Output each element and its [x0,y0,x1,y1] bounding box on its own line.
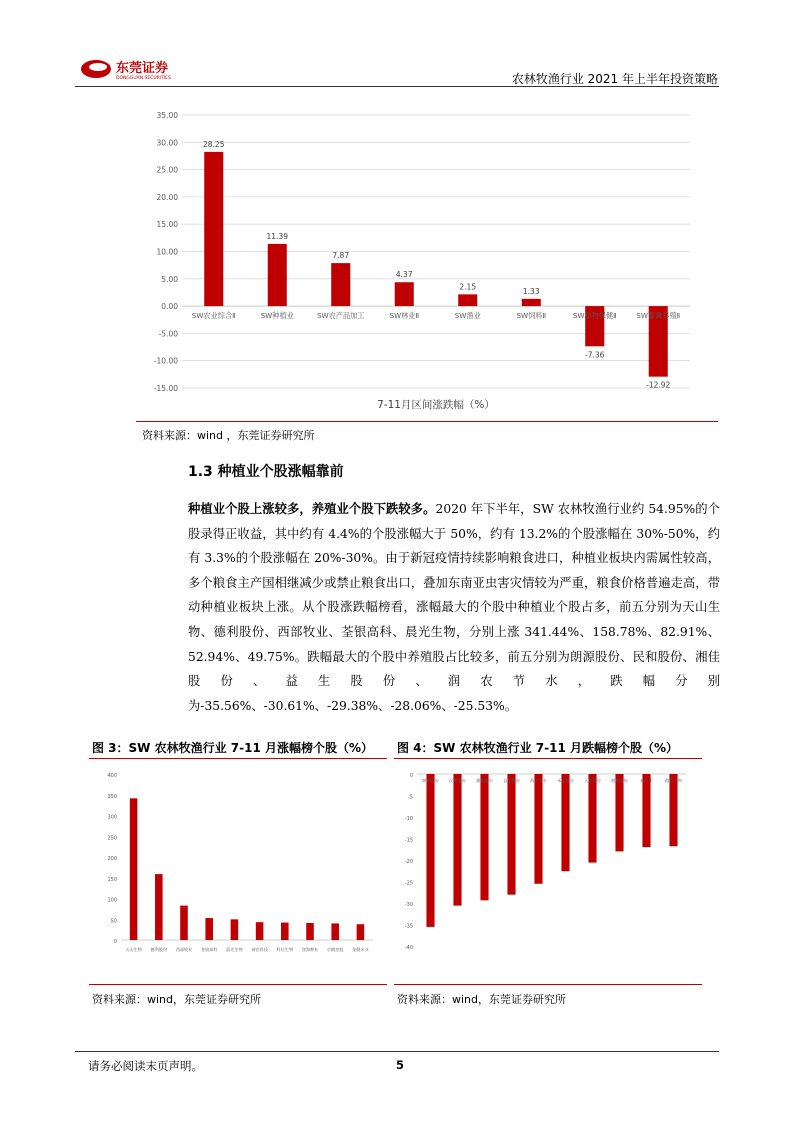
x-category-label: 益生股份 [503,778,520,783]
source-divider [136,421,718,422]
y-tick-label: 0 [409,773,413,779]
x-category-label: 西部牧业 [175,947,193,952]
data-label: -7.36 [585,350,605,360]
bar [453,774,461,906]
y-tick-label: 0.00 [161,302,178,312]
footer-note: 请务必阅读末页声明。 [88,1059,203,1073]
logo-icon [80,58,220,80]
x-category-label: 京粮控股 [326,947,344,952]
y-tick-label: -25 [404,880,413,887]
bar [231,919,239,940]
brand-sub: DONGGUAN SECURITIES [116,76,171,80]
y-tick-label: 25.00 [156,165,178,175]
bar [534,774,542,884]
bar [204,152,223,306]
x-category-label: 神农科技 [251,947,268,952]
data-label: 2.15 [459,282,477,292]
y-tick-label: -35 [404,923,413,930]
paragraph-lead: 种植业个股上涨较多，养殖业个股下跌较多。 [188,502,436,516]
body-paragraph [188,497,720,718]
data-label: 28.25 [203,139,225,149]
figure-4-divider [394,758,702,759]
company-logo [80,58,220,80]
y-tick-label: -20 [404,859,413,865]
bar [268,244,287,306]
y-tick-label: 200 [107,856,117,862]
x-category-label: 润农节水 [530,778,547,783]
bar [155,874,163,940]
y-tick-label: 30.00 [156,138,178,148]
x-category-label: 傲农生物 [665,778,682,783]
bar [256,922,264,940]
data-label: 7.87 [332,251,350,261]
y-tick-label: -10 [404,816,413,822]
figure-3-caption: 图 3：SW 农林牧渔行业 7-11 月涨幅榜个股（%） [92,741,373,755]
x-category-label: SW渔业 [454,311,481,321]
y-tick-label: 35.00 [156,111,178,120]
bar [130,798,138,940]
x-category-label: 登海种业 [301,947,319,952]
y-tick-label: 250 [107,835,117,842]
y-tick-label: 350 [107,793,117,800]
y-tick-label: -10.00 [153,356,178,366]
y-tick-label: -15.00 [153,384,178,393]
top-gainers-chart [95,764,385,960]
bar [426,774,434,927]
bar [507,774,515,895]
y-tick-label: -40 [404,945,413,951]
x-category-label: SW林业Ⅱ [389,311,420,321]
x-category-label: SW农产品加工 [316,311,365,321]
y-tick-label: 0 [113,939,117,945]
x-category-label: 金健米业 [352,947,369,952]
header-divider [75,86,719,87]
x-category-label: 科拉生物 [276,947,294,952]
figure-4-source: 资料来源：wind，东莞证券研究所 [397,993,567,1006]
bar [642,774,650,847]
bar [357,924,365,940]
data-label: 4.37 [395,270,413,280]
bar [522,299,541,306]
y-tick-label: 50 [110,918,117,925]
bar [669,774,677,846]
y-tick-label: -5 [408,794,413,801]
y-tick-label: 15.00 [156,220,178,230]
bar [180,906,188,940]
x-category-label: 德利股份 [150,947,168,952]
bar [588,774,596,863]
bar [458,294,477,306]
data-label: 1.33 [522,286,540,296]
x-category-label: 荃银高科 [200,947,218,952]
x-category-label: SW种植业 [260,311,294,321]
y-tick-label: 5.00 [161,274,178,284]
y-tick-label: 100 [107,897,117,904]
x-category-label: 晓鸣股份 [611,778,628,783]
figure-3-source: 资料来源：wind，东莞证券研究所 [92,993,262,1006]
figure-3-divider [89,758,387,759]
footer-divider [75,1051,719,1052]
bar [480,774,488,900]
x-category-label: 天邦股份 [584,778,601,783]
top-chart-source: 资料来源：wind ，东莞证券研究所 [142,429,315,442]
bar [395,282,414,306]
chart-title: 7-11月区间涨跌幅（%） [377,399,495,411]
x-category-label: 新五丰 [640,778,653,783]
y-tick-label: 20.00 [156,192,178,202]
y-tick-label: -30 [404,902,413,908]
bar [615,774,623,851]
page-number: 5 [396,1058,405,1072]
bar [561,774,569,871]
bar [306,923,314,940]
paragraph-body: 2020 年下半年，SW 农林牧渔行业约 54.95%的个股录得正收益，其中约有 4.4%的个股涨幅大于 50%，约有 13.2%的个股涨幅在 30%-50%，约有 3.3%的个股涨幅在 20%-30%。由于新冠疫情持续影响粮食进口，种植业板块内需属性较高，多个粮食主产国相继减少或禁止粮食出口，叠加东南亚虫害灾情较为严重，粮食价格普遍走高，带动种植业板块上涨。从个股涨跌幅榜看，涨幅最大的个股中种植业个股占多，前五分别为天山生物、德利股份、西部牧业、荃银高科、晨光生物，分别上涨 341.44%、158.78%、82.91%、52.94%、49.75%。跌幅最大的个股中养殖股占比较多，前五分别为朗源股份、民和股份、湘佳股份、益生股份、润农节水，跌幅分别为-35.56%、-30.61%、-29.38%、-28.06%、-25.53%。 [188,502,720,713]
x-category-label: SW农业综合Ⅱ [191,311,236,321]
x-category-label: SW畜禽养殖Ⅱ [636,311,681,321]
figure-3-source-divider [89,984,387,985]
document-title: 农林牧渔行业 2021 年上半年投资策略 [511,72,718,86]
section-heading: 1.3 种植业个股涨幅靠前 [188,464,344,480]
y-tick-label: 10.00 [156,247,178,257]
bar [205,918,213,940]
y-tick-label: 400 [107,773,117,779]
y-tick-label: -15 [404,837,413,844]
y-tick-label: 300 [107,814,117,821]
bar [331,923,339,940]
x-category-label: 天山生物 [125,947,142,952]
bar [331,263,350,306]
x-category-label: 晨光生物 [226,947,243,952]
x-category-label: 朗源股份 [422,778,439,783]
y-tick-label: -5.00 [158,329,178,339]
x-category-label: SW动物保健Ⅱ [572,311,617,321]
x-category-label: SW饲料Ⅱ [516,311,547,321]
bar [281,923,289,940]
x-category-label: 民和股份 [449,778,466,783]
data-label: -12.92 [646,380,671,390]
top-losers-chart [395,764,695,960]
data-label: 11.39 [266,231,288,241]
sector-return-chart [120,105,710,415]
figure-4-caption: 图 4：SW 农林牧渔行业 7-11 月跌幅榜个股（%） [397,741,678,755]
x-category-label: 湘佳股份 [476,778,493,783]
y-tick-label: 150 [107,876,117,883]
x-category-label: 禾丰股份 [557,778,574,783]
brand-name: 东莞证券 [116,61,169,76]
figure-4-source-divider [394,984,702,985]
